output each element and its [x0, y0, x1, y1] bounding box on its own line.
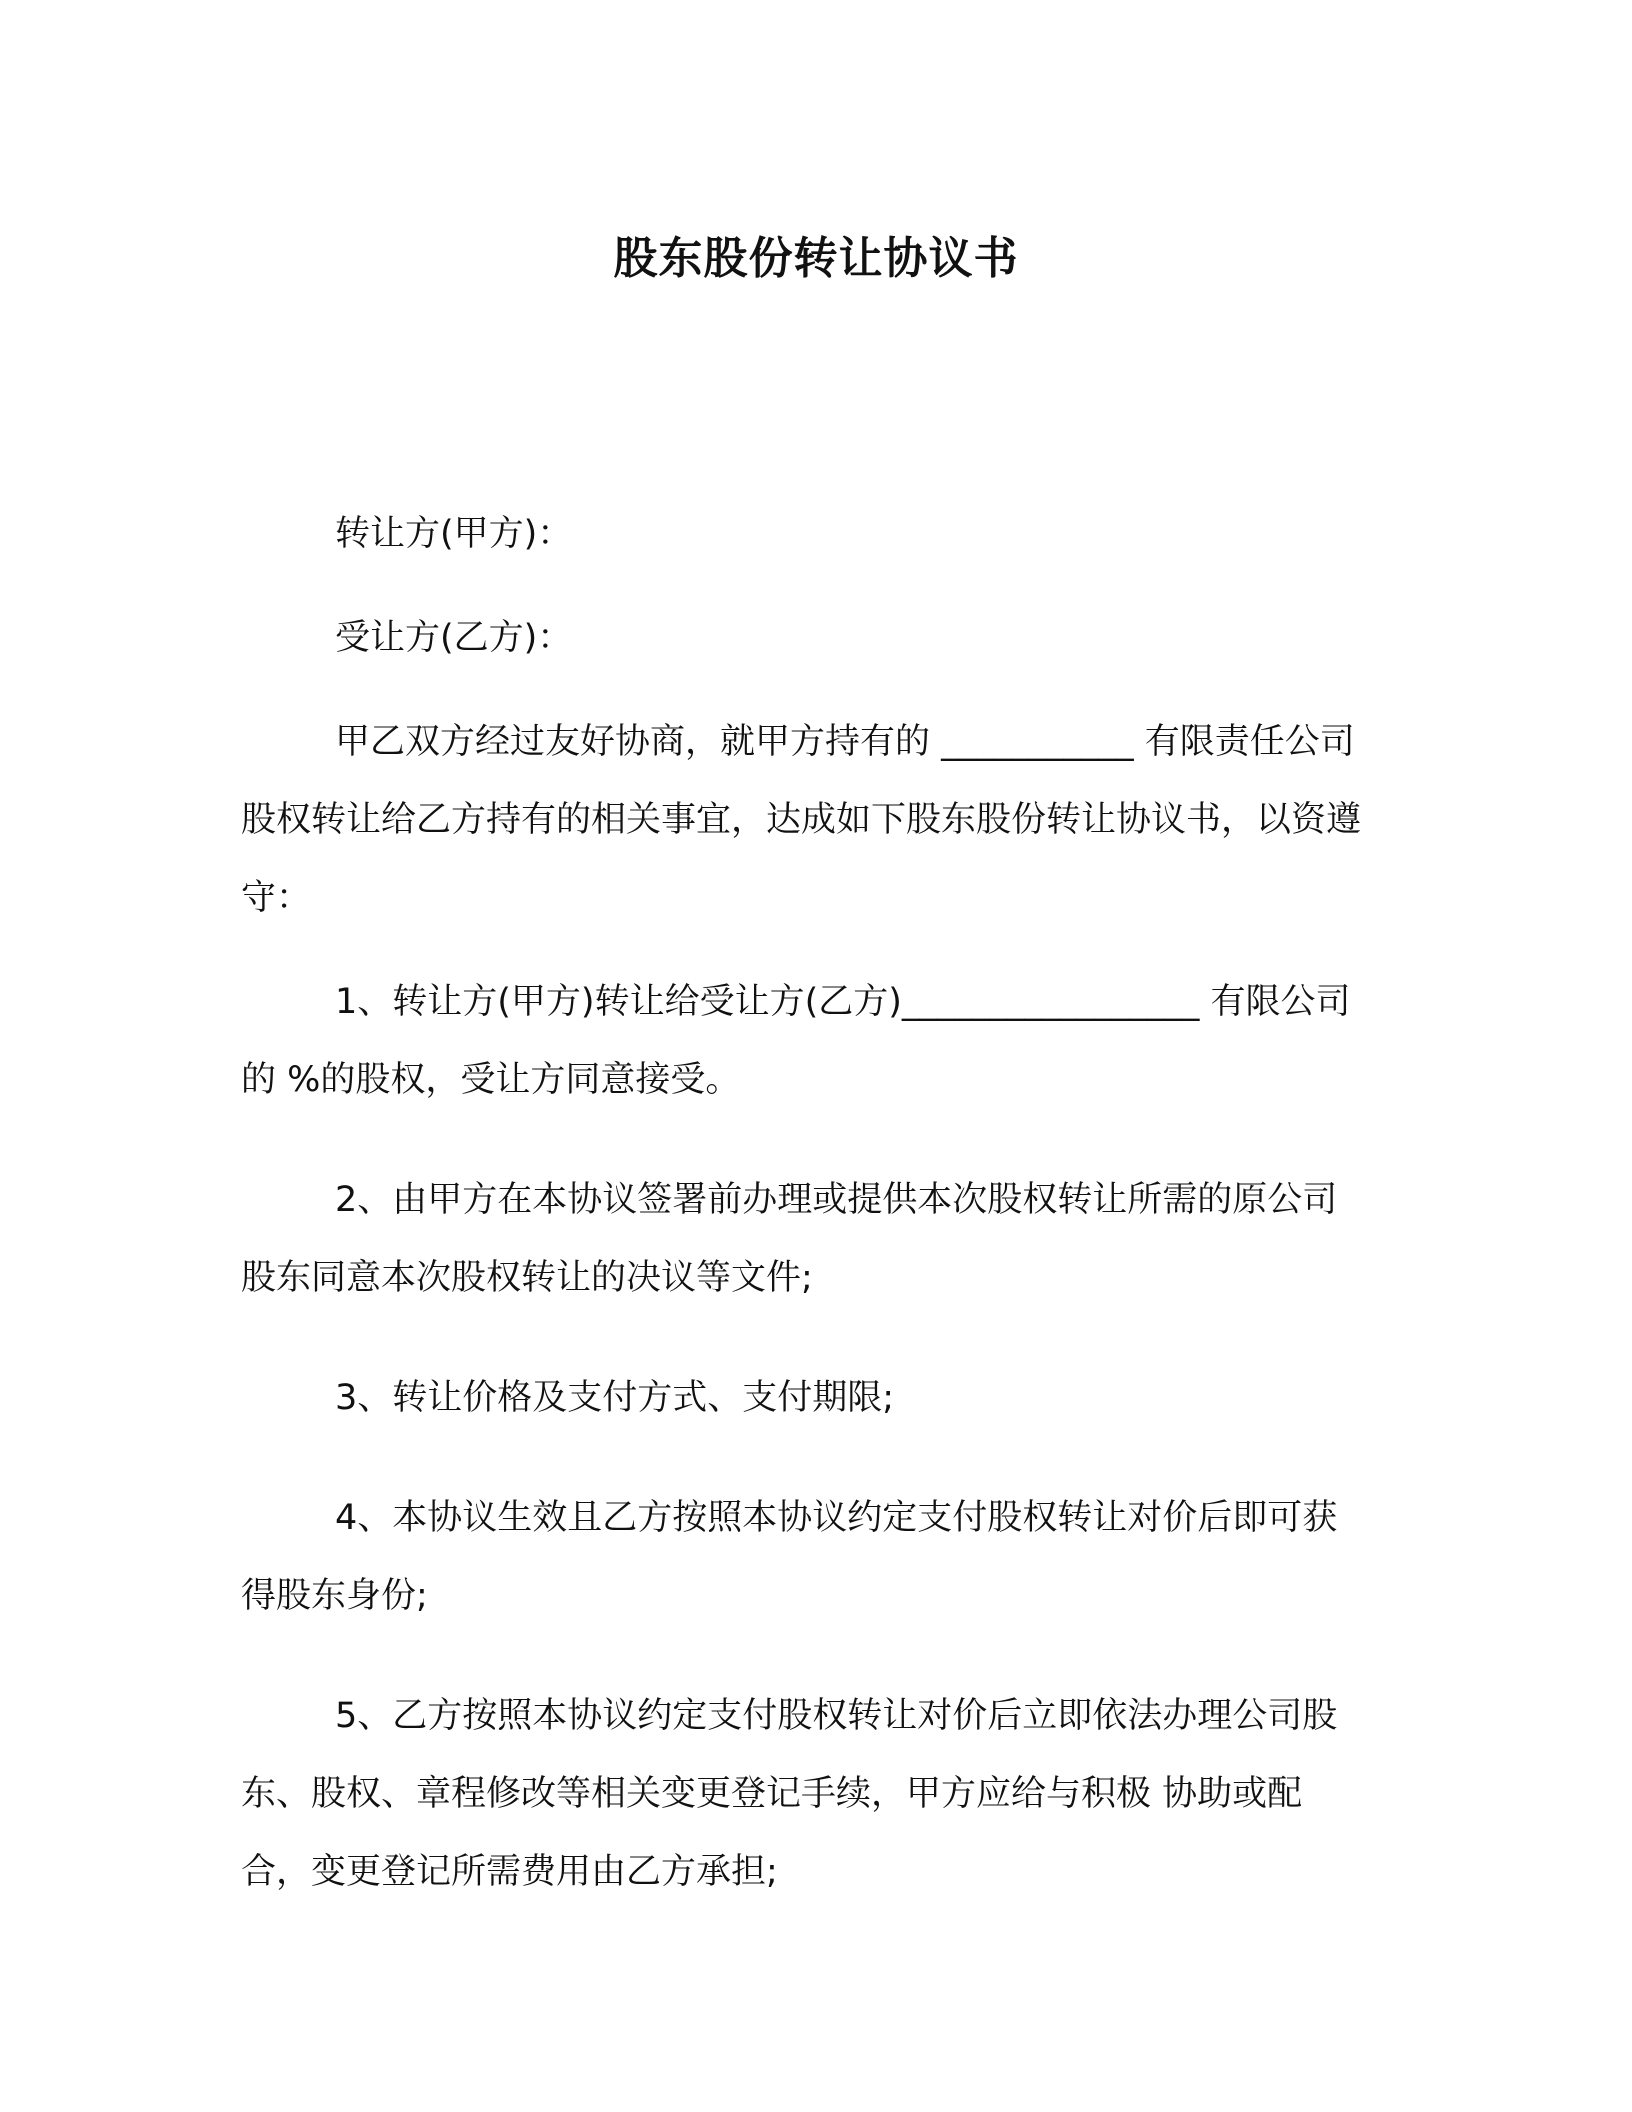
clause-1: 1、转让方(甲方)转让给受让方(乙方)_________________ 有限公司的 %的股权，受让方同意接受。 [241, 982, 1351, 1100]
transferee-line: 受让方(乙方)： [335, 618, 573, 658]
transferor-line: 转让方(甲方)： [335, 514, 573, 554]
document-title: 股东股份转让协议书 [613, 233, 1019, 284]
clause-5: 5、乙方按照本协议约定支付股权转让对价后立即依法办理公司股东、股权、章程修改等相关变更登记手续，甲方应给与积极 协助或配合，变更登记所需费用由乙方承担; [241, 1696, 1338, 1892]
clause-3: 3、转让价格及支付方式、支付期限; [335, 1378, 895, 1418]
clause-2: 2、由甲方在本协议签署前办理或提供本次股权转让所需的原公司股东同意本次股权转让的决议等文件; [241, 1180, 1338, 1298]
document-body [241, 495, 1363, 1911]
clause-4: 4、本协议生效且乙方按照本协议约定支付股权转让对价后即可获得股东身份; [241, 1498, 1338, 1616]
intro-paragraph: 甲乙双方经过友好协商，就甲方持有的 ___________ 有限责任公司股权转让给乙方持有的相关事宜，达成如下股东股份转让协议书，以资遵守： [241, 722, 1362, 918]
